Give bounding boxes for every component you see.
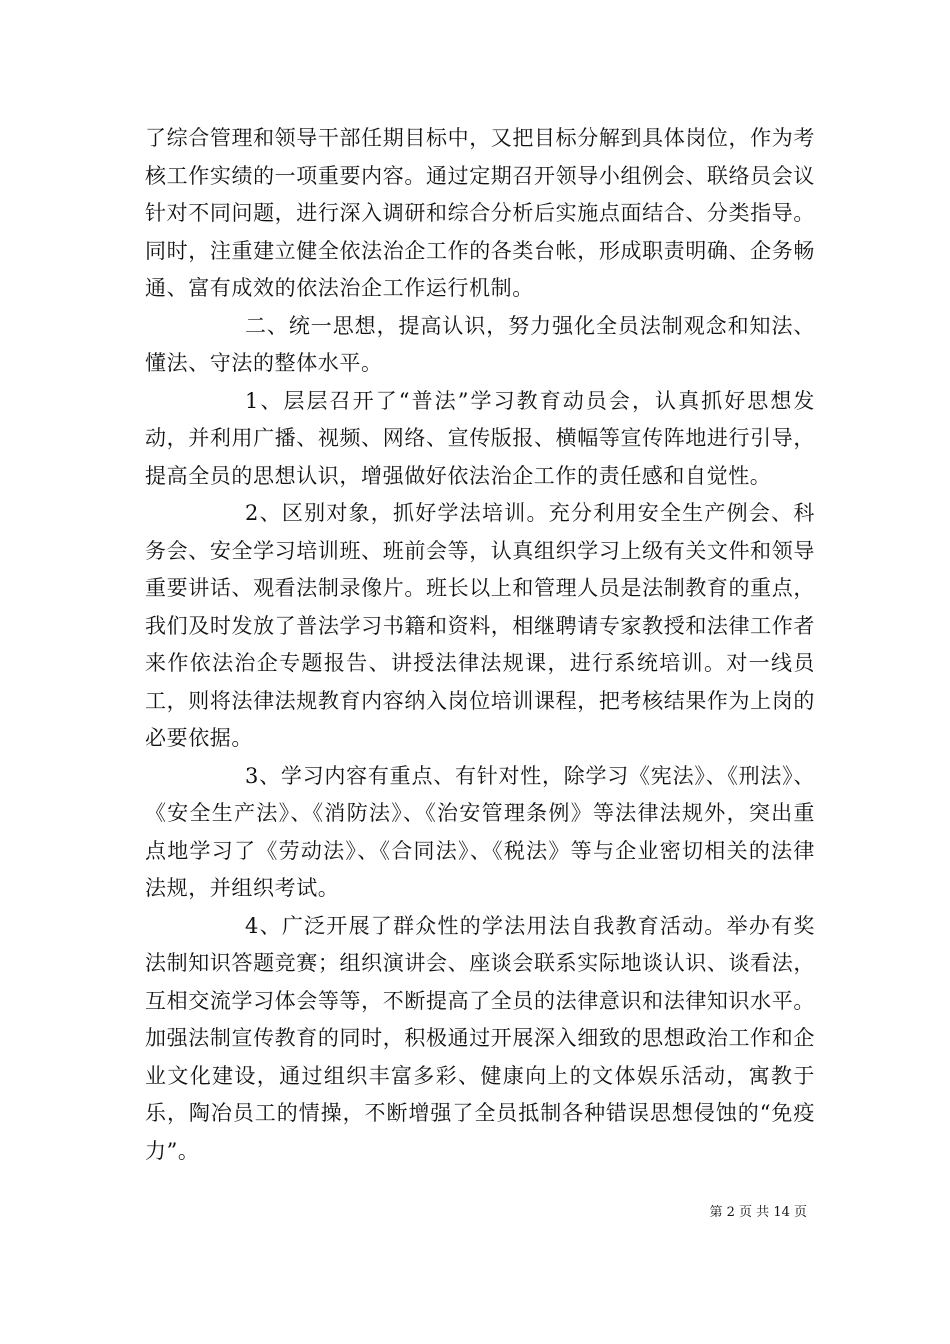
paragraph-item-3: 3、学习内容有重点、有针对性，除学习《宪法》、《刑法》、《安全生产法》、《消防法》、《治安管理条例》等法律法规外，突出重点地学习了《劳动法》、《合同法》、《税法》等与企业密切相关的法律法规，并组织考试。 [145, 763, 815, 900]
paragraph-item-4: 4、广泛开展了群众性的学法用法自我教育活动。举办有奖法制知识答题竞赛；组织演讲会、座谈会联系实际地谈认识、谈看法，互相交流学习体会等等，不断提高了全员的法律意识和法律知识水平。加强法制宣传教育的同时，积极通过开展深入细致的思想政治工作和企业文化建设，通过组织丰富多彩、健康向上的文体娱乐活动，寓教于乐，陶冶员工的情操，不断增强了全员抵制各种错误思想侵蚀的“免疫力”。 [145, 913, 815, 1163]
paragraph-item-2: 2、区别对象，抓好学法培训。充分利用安全生产例会、科务会、安全学习培训班、班前会等，认真组织学习上级有关文件和领导重要讲话、观看法制录像片。班长以上和管理人员是法制教育的重点，我们及时发放了普法学习书籍和资料，相继聘请专家教授和法律工作者来作依法治企专题报告、讲授法律法规课，进行系统培训。对一线员工，则将法律法规教育内容纳入岗位培训课程，把考核结果作为上岗的必要依据。 [145, 501, 815, 750]
page-number-footer: 第 2 页 共 14 页 [709, 1205, 807, 1220]
section-heading-two: 二、统一思想，提高认识，努力强化全员法制观念和知法、懂法、守法的整体水平。 [145, 313, 815, 375]
paragraph-continuation: 了综合管理和领导干部任期目标中，又把目标分解到具体岗位，作为考核工作实绩的一项重要内容。通过定期召开领导小组例会、联络员会议针对不同问题，进行深入调研和综合分析后实施点面结合、分类指导。同时，注重建立健全依法治企工作的各类台帐，形成职责明确、企务畅通、富有成效的依法治企工作运行机制。 [145, 126, 815, 300]
paragraph-item-1: 1、层层召开了“普法”学习教育动员会，认真抓好思想发动，并利用广播、视频、网络、宣传版报、横幅等宣传阵地进行引导，提高全员的思想认识，增强做好依法治企工作的责任感和自觉性。 [145, 388, 815, 488]
document-body [145, 120, 815, 1170]
